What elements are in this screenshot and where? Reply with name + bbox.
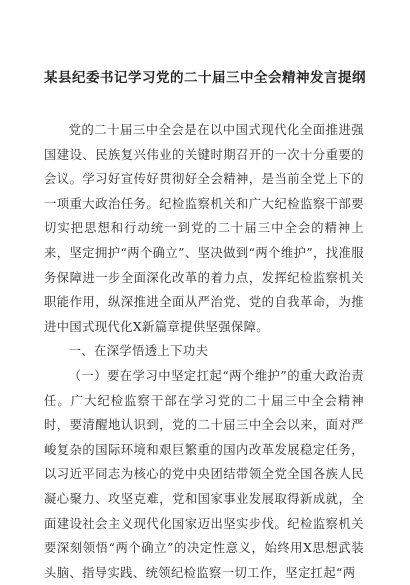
section-heading: 一、在深学悟透上下功夫 [68, 344, 209, 359]
subsection-paragraph: （一）要在学习中坚定扛起“两个维护”的重大政治责任。广大纪检监察干部在学习党的二十届三中全会精神时，要清醒地认识到，党的二十届三中全会以来，面对严峻复杂的国际环境和艰巨繁重的国内改革发展稳定任务，以习近平同志为核心的党中央团结带领全党全国各族人民凝心聚力、攻坚克难，党和国家事业发展取得新成就，全面建设社会主义现代化国家迈出坚实步伐。纪检监察机关要深刻领悟“两个确立”的决定性意义，始终用X思想武装头脑、指导实践、统领纪检监察一切工作，坚定扛起“两 [44, 368, 364, 580]
document-title: 某县纪委书记学习党的二十届三中全会精神发言提纲 [44, 70, 366, 86]
document-body [44, 118, 364, 585]
intro-paragraph: 党的二十届三中全会是在以中国式现代化全面推进强国建设、民族复兴伟业的关键时期召开的一次十分重要的会议。学习好宣传好贯彻好全会精神，是当前全党上下的一项重大政治任务。纪检监察机关和广大纪检监察干部要切实把思想和行动统一到党的二十届三中全会的精神上来，坚定拥护“两个确立”、坚决做到“两个维护”，找准服务保障进一步全面深化改革的着力点，发挥纪检监察机关职能作用，纵深推进全面从严治党、党的自我革命，为推进中国式现代化X新篇章提供坚强保障。 [44, 123, 364, 334]
